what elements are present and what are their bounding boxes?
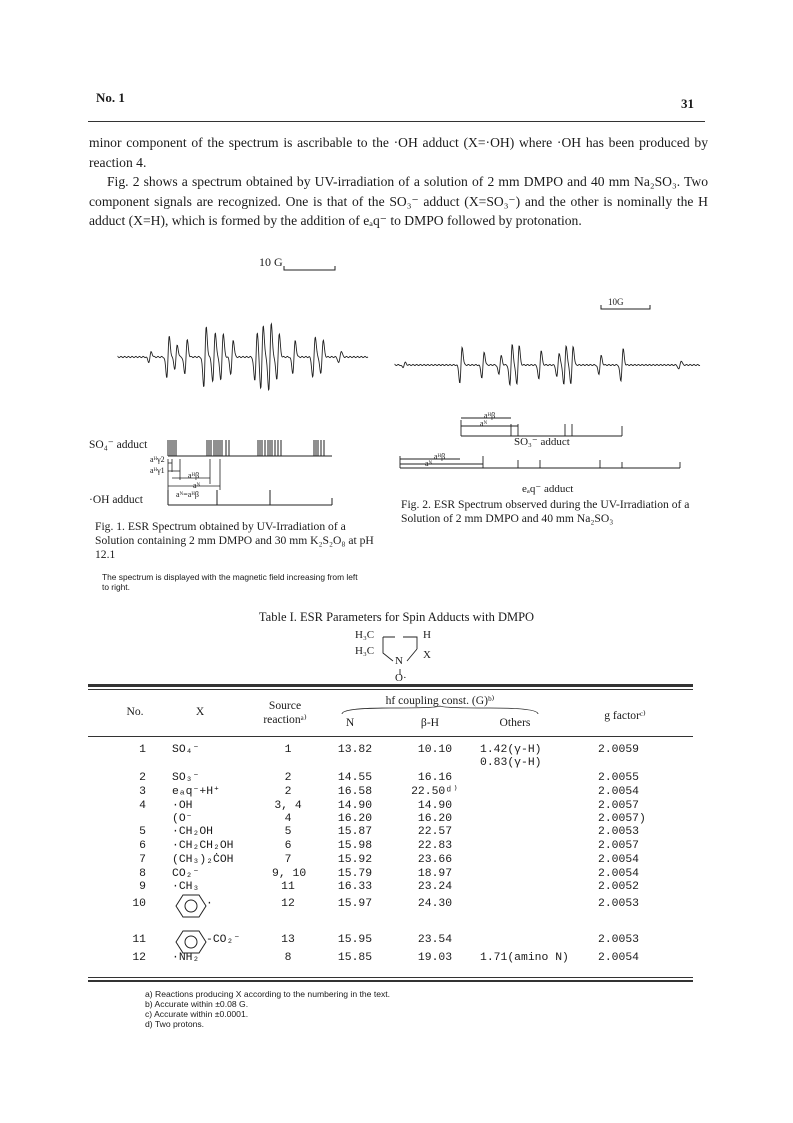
col-header-no: No. (126, 705, 144, 718)
table-cell-no: 11 (132, 934, 146, 946)
table-cell-n: 13.82 (337, 744, 373, 756)
table-cell-n: 15.95 (337, 934, 373, 946)
table-cell-g: 2.0057 (598, 840, 640, 852)
fig1-note: The spectrum is displayed with the magnetic field increasing from left to right. (102, 572, 358, 592)
table-cell-n: 15.92 (337, 854, 373, 866)
struct-o: O· (395, 672, 407, 684)
table-cell-no: 9 (139, 881, 146, 893)
struct-n: N (395, 655, 403, 667)
fig2-so3-adduct-label: SO₃⁻ adduct (514, 436, 570, 448)
table-footnote-d: d) Two protons. (145, 1019, 205, 1029)
table-cell-bh: 24.30 (417, 898, 453, 910)
hf-brace (340, 706, 540, 716)
table-cell-n: 15.85 (337, 952, 373, 964)
table-cell-x: -CO₂⁻ (206, 934, 241, 946)
table-cell-source: 13 (281, 934, 295, 946)
table-cell-source: 2 (284, 772, 292, 784)
table-cell-bh: 16.20 (417, 813, 453, 825)
table-cell-bh: 14.90 (417, 800, 453, 812)
table-cell-others: 1.71(amino N) (480, 952, 569, 964)
table-cell-source: 2 (284, 786, 292, 798)
table-footnote-a: a) Reactions producing X according to the numbering in the text. (145, 989, 391, 999)
table-cell-source: 6 (284, 840, 292, 852)
table-cell-n: 14.55 (337, 772, 373, 784)
fig1-so4-adduct-label: SO₄⁻ adduct (89, 439, 148, 451)
fig1-scale-label: 10 G (259, 255, 283, 269)
table-cell-x: (CH₃)₂ĊOH (172, 854, 234, 866)
table-cell-no: 4 (139, 800, 146, 812)
table-cell-no: 2 (139, 772, 146, 784)
table-cell-g: 2.0057) (598, 813, 646, 825)
table-cell-bh: 18.97 (417, 868, 453, 880)
table-cell-g: 2.0053 (598, 898, 640, 910)
table-cell-no: 1 (139, 744, 146, 756)
col-header-beta-h: β-H (420, 716, 440, 729)
table-cell-n: 15.97 (337, 898, 373, 910)
table-cell-source: 5 (284, 826, 292, 838)
table-cell-g: 2.0053 (598, 826, 640, 838)
table-cell-g: 2.0054 (598, 786, 640, 798)
col-header-others: Others (499, 716, 531, 729)
table-cell-no: 7 (139, 854, 146, 866)
table-cell-g: 2.0052 (598, 881, 640, 893)
table-cell-no: 6 (139, 840, 146, 852)
table-cell-bh: 22.57 (417, 826, 453, 838)
table-cell-x: ·CH₃ (172, 881, 200, 893)
fig1-label-a-n: aᴺ (193, 481, 201, 490)
journal-issue-number: No. 1 (96, 90, 125, 105)
table-top-rule (88, 684, 693, 687)
table-header-rule (88, 736, 693, 737)
table-bottom-rule-2 (88, 980, 693, 982)
fig1-label-a-gamma2: aᴴγ2 (150, 455, 165, 464)
col-header-source: Source reactionᵃ⁾ (263, 699, 307, 726)
table-cell-others: 1.42(γ-H) 0.83(γ-H) (480, 744, 542, 769)
fig2-caption: Fig. 2. ESR Spectrum observed during the UV-Irradiation of a Solution of 2 mm DMPO and 40 mm Na₂SO₃ (401, 498, 690, 525)
table-cell-x: ·CH₂OH (172, 826, 214, 838)
table-cell-source: 9, 10 (272, 868, 307, 880)
table-cell-source: 7 (284, 854, 292, 866)
paragraph-2: Fig. 2 shows a spectrum obtained by UV-irradiation of a solution of 2 mm DMPO and 40 mm Na₂SO₃. Two component signals are recognized. One is that of the SO₃⁻ adduct (X=SO₃⁻) and the other is nominally the H adduct (X=H), which is formed by the addition of eₐq⁻ to DMPO followed by protonation. (89, 174, 708, 228)
fig2-label-a-beta-2: aᴴβ (434, 452, 446, 461)
table-top-rule-2 (88, 689, 693, 690)
fig1-oh-coupling-label: aᴺ=aᴴβ (176, 490, 199, 499)
table-cell-bh: 22.50ᵈ⁾ (411, 786, 459, 798)
table-cell-x: ·NH₂ (172, 952, 200, 964)
table-cell-g: 2.0054 (598, 952, 640, 964)
table-cell-no: 5 (139, 826, 146, 838)
table-cell-n: 15.87 (337, 826, 373, 838)
table-cell-source: 11 (281, 881, 295, 893)
table-cell-g: 2.0057 (598, 800, 640, 812)
fig1-label-a-beta: aᴴβ (188, 471, 200, 480)
table-footnote-b: b) Accurate within ±0.08 G. (145, 999, 249, 1009)
table-cell-bh: 23.54 (417, 934, 453, 946)
table-cell-g: 2.0055 (598, 772, 640, 784)
fig1-label-a-gamma1: aᴴγ1 (150, 466, 165, 475)
col-header-g-factor: g factorᶜ⁾ (604, 709, 646, 722)
fig2-label-a-beta: aᴴβ (484, 411, 496, 420)
table-cell-g: 2.0054 (598, 868, 640, 880)
table-cell-n: 15.98 (337, 840, 373, 852)
table-cell-no: 12 (132, 952, 146, 964)
table-cell-bh: 22.83 (417, 840, 453, 852)
fig1-caption: Fig. 1. ESR Spectrum obtained by UV-Irradiation of a Solution containing 2 mm DMPO and 30 mm K₂S₂O₈ at pH 12.1 (95, 520, 374, 561)
col-header-n: N (345, 716, 355, 729)
struct-h: H (423, 629, 431, 641)
struct-h3c-bottom: H₃C (355, 645, 375, 657)
table-cell-x: eₐq⁻+H⁺ (172, 786, 220, 798)
table-cell-n: 15.79 (337, 868, 373, 880)
table-cell-source: 1 (284, 744, 292, 756)
struct-x: X (423, 649, 431, 661)
table-cell-no: 3 (139, 786, 146, 798)
table-cell-source: 12 (281, 898, 295, 910)
table-cell-bh: 16.16 (417, 772, 453, 784)
benzene-ring-icon (170, 892, 214, 920)
table-cell-bh: 19.03 (417, 952, 453, 964)
table-title: Table I. ESR Parameters for Spin Adducts with DMPO (258, 610, 535, 624)
fig1-oh-adduct-label: ·OH adduct (89, 494, 143, 506)
table-cell-source: 3, 4 (274, 800, 302, 812)
table-cell-x: (O⁻ (172, 813, 193, 825)
table-cell-n: 16.33 (337, 881, 373, 893)
table-cell-x: · (206, 898, 213, 910)
table-cell-no: 8 (139, 868, 146, 880)
table-footnote-c: c) Accurate within ±0.0001. (145, 1009, 249, 1019)
fig2-label-a-n: aᴺ (480, 419, 488, 428)
fig2-label-a-n-2: aᴺ (425, 459, 433, 468)
table-cell-g: 2.0059 (598, 744, 640, 756)
fig2-spectrum-trace (395, 345, 700, 385)
table-cell-x: ·CH₂CH₂OH (172, 840, 234, 852)
struct-h3c-top: H₃C (355, 629, 375, 641)
benzoate-ring-icon (170, 928, 214, 956)
table-cell-x: SO₄⁻ (172, 744, 200, 756)
table-cell-g: 2.0053 (598, 934, 640, 946)
table-cell-no: 10 (132, 898, 146, 910)
table-cell-bh: 23.24 (417, 881, 453, 893)
dmpo-structure (345, 627, 455, 685)
table-bottom-rule (88, 977, 693, 978)
table-cell-source: 4 (284, 813, 292, 825)
table-cell-n: 16.20 (337, 813, 373, 825)
table-cell-source: 8 (284, 952, 292, 964)
table-cell-x: ·OH (172, 800, 193, 812)
paragraph-1: minor component of the spectrum is ascribable to the ·OH adduct (X=·OH) where ·OH has been produced by reaction 4. (89, 135, 708, 170)
fig2-eaq-adduct-label: eₐq⁻ adduct (522, 483, 574, 495)
fig2-scale-label: 10G (608, 297, 624, 307)
table-cell-x: CO₂⁻ (172, 868, 200, 880)
page-number: 31 (681, 96, 694, 111)
table-cell-bh: 23.66 (417, 854, 453, 866)
table-cell-bh: 10.10 (417, 744, 453, 756)
table-cell-g: 2.0054 (598, 854, 640, 866)
table-cell-n: 16.58 (337, 786, 373, 798)
col-header-hf: hf coupling const. (G)ᵇ⁾ (385, 694, 495, 707)
table-cell-x: SO₃⁻ (172, 772, 200, 784)
table-cell-n: 14.90 (337, 800, 373, 812)
col-header-x: X (195, 705, 205, 718)
